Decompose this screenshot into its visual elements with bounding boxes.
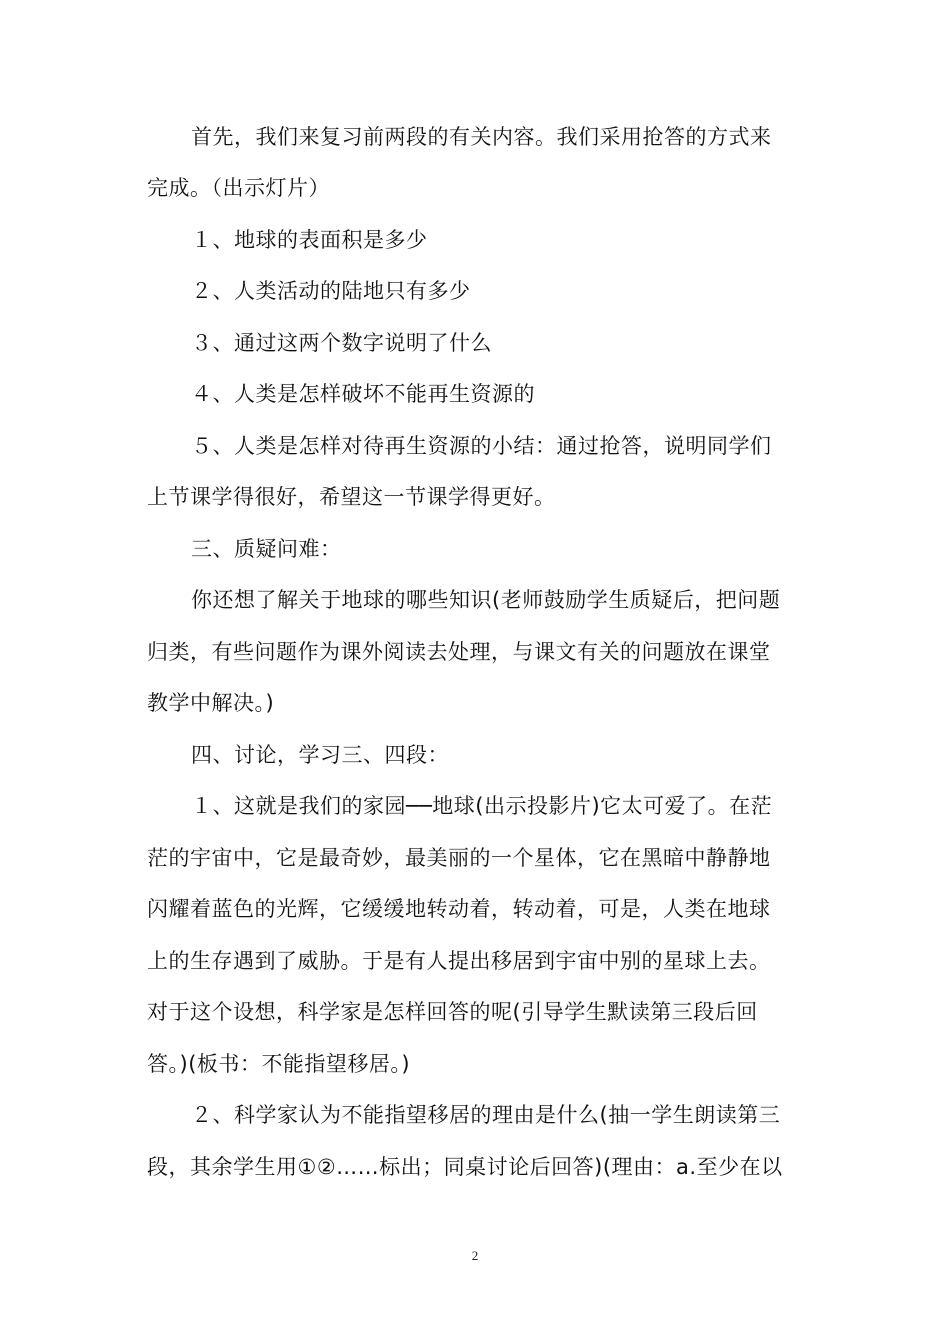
- list-item: ４、人类是怎样破坏不能再生资源的: [191, 382, 535, 406]
- section-heading: 三、质疑问难：: [191, 537, 342, 561]
- text-line: 闪耀着蓝色的光辉，它缓缓地转动着，转动着，可是，人类在地球: [147, 897, 771, 921]
- page-number: 2: [471, 1248, 479, 1263]
- text-line: 上节课学得很好，希望这一节课学得更好。: [147, 485, 556, 509]
- text-line: 你还想了解关于地球的哪些知识(老师鼓励学生质疑后，把问题: [191, 588, 781, 612]
- list-item: ２、人类活动的陆地只有多少: [191, 279, 471, 303]
- text-line: ２、科学家认为不能指望移居的理由是什么(抽一学生朗读第三: [191, 1103, 781, 1127]
- text-line: 茫的宇宙中，它是最奇妙，最美丽的一个星体，它在黑暗中静静地: [147, 846, 771, 870]
- list-item: ５、人类是怎样对待再生资源的小结：通过抢答，说明同学们: [191, 434, 772, 458]
- section-heading: 四、讨论，学习三、四段：: [191, 743, 449, 767]
- text-line: 教学中解决。): [147, 691, 275, 715]
- list-item: １、地球的表面积是多少: [191, 228, 428, 252]
- text-line: 段，其余学生用①②……标出；同桌讨论后回答)(理由：a.至少在以: [147, 1155, 783, 1179]
- text-line: １、这就是我们的家园──地球(出示投影片)它太可爱了。在茫: [191, 794, 773, 818]
- text-line: 完成。（出示灯片）: [147, 176, 330, 200]
- text-line: 归类，有些问题作为课外阅读去处理，与课文有关的问题放在课堂: [147, 640, 771, 664]
- text-line: 首先，我们来复习前两段的有关内容。我们采用抢答的方式来: [191, 125, 772, 149]
- text-line: 答。)(板书：不能指望移居。): [147, 1052, 411, 1076]
- text-line: 对于这个设想，科学家是怎样回答的呢(引导学生默读第三段后回: [147, 1000, 758, 1024]
- text-line: 上的生存遇到了威胁。于是有人提出移居到宇宙中别的星球上去。: [147, 949, 771, 973]
- list-item: ３、通过这两个数字说明了什么: [191, 331, 492, 355]
